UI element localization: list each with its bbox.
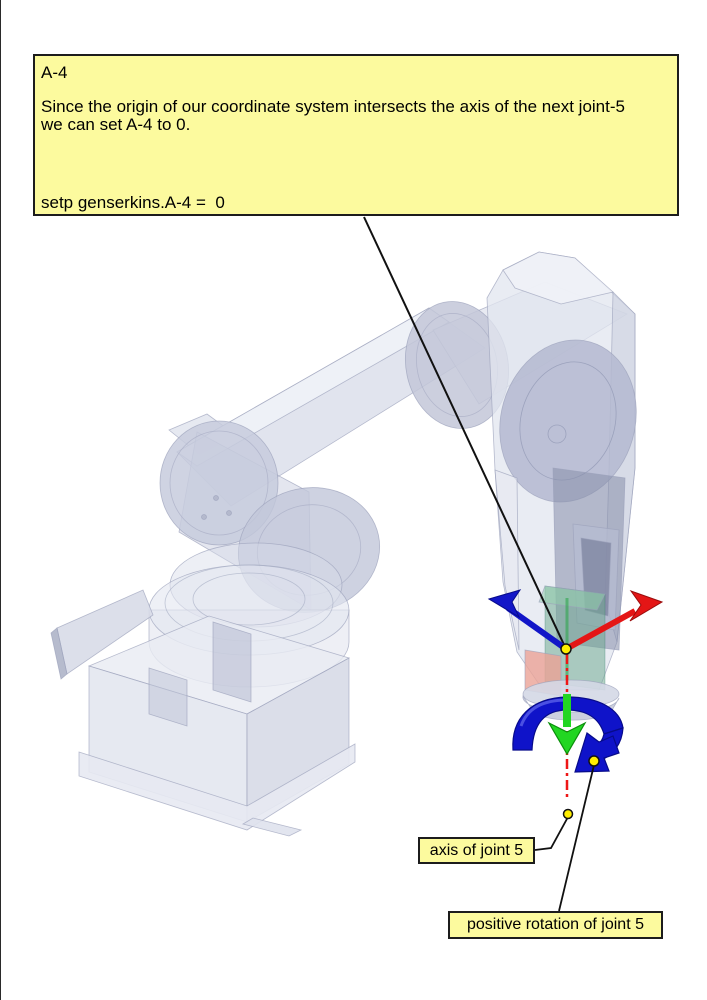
rotation-callout-line — [559, 765, 594, 911]
note-body-line1: Since the origin of our coordinate system intersects the axis of the next joint-5 — [41, 97, 625, 116]
note-body — [41, 98, 625, 134]
rotation-marker — [589, 756, 599, 766]
note-title: A-4 — [41, 63, 68, 82]
axis-marker — [564, 810, 573, 819]
note-body-line2: we can set A-4 to 0. — [41, 115, 191, 134]
origin-marker — [561, 644, 571, 654]
note-command: setp genserkins.A-4 = 0 — [41, 193, 225, 212]
note-box — [33, 54, 679, 216]
axis-callout-line — [535, 817, 568, 850]
positive-rotation-label: positive rotation of joint 5 — [448, 911, 663, 939]
axis-of-joint5-label: axis of joint 5 — [418, 837, 535, 864]
